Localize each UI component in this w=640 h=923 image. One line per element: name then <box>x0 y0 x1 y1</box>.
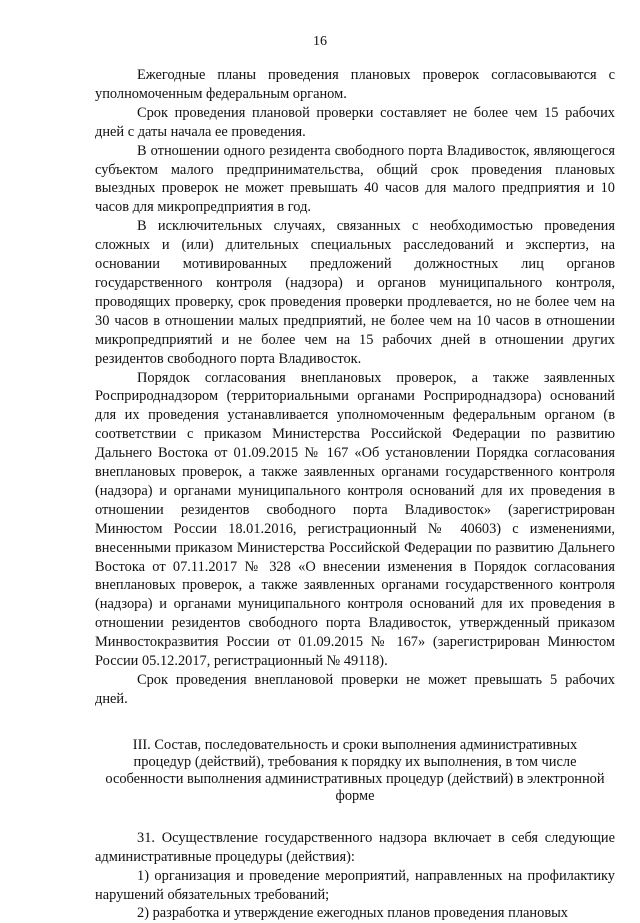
document-body <box>95 66 615 923</box>
paragraph-planned-inspection-term: Срок проведения плановой проверки составляет не более чем 15 рабочих дней с даты начала ее проведения. <box>95 104 615 140</box>
clause-31-item-1: 1) организация и проведение мероприятий, направленных на профилактику нарушений обязательных требований; <box>95 867 615 903</box>
page-number: 16 <box>313 34 327 49</box>
paragraph-unplanned-inspection-term: Срок проведения внеплановой проверки не может превышать 5 рабочих дней. <box>95 672 615 707</box>
paragraph-plans-approval: Ежегодные планы проведения плановых проверок согласовываются с уполномоченным федеральным органом. <box>95 67 615 102</box>
paragraph-unplanned-approval-order: Порядок согласования внеплановых проверок, а также заявленных Росприроднадзором (территориальными органами Росприроднадзора) оснований для их проведения устанавливается уполномоченным федеральным органом (в соответствии с приказом Министерства Российской Федерации по развитию Дальнего Востока от 01.09.2015 № 167 «Об установлении Порядка согласования внеплановых проверок, а также заявленных органами государственного контроля (надзора) и органами муниципального контроля оснований для их проведения в отношении резидентов свободного порта Владивосток» (зарегистрирован Минюстом России 18.01.2016, регистрационный № 40603) с изменениями, внесенными приказом Министерства Российской Федерации по развитию Дальнего Востока от 07.11.2017 № 328 «О внесении изменения в Порядок согласования внеплановых проверок, а также заявленных органами государственного контроля (надзора) и органами муниципального контроля оснований для их проведения в отношении резидентов свободного порта Владивосток, утвержденный приказом Минвостокразвития России от 01.09.2015 № 167» (зарегистрирован Минюстом России 05.12.2017, регистрационный № 49118). <box>95 369 615 670</box>
clause-31-item-2: 2) разработка и утверждение ежегодных планов проведения плановых <box>137 905 568 922</box>
paragraph-small-business-limit: В отношении одного резидента свободного порта Владивосток, являющегося субъектом малого предпринимательства, общий срок проведения плановых выездных проверок не может превышать 40 часов для малого предприятия и 10 часов для микропредприятия в год. <box>95 142 615 216</box>
paragraph-exceptional-cases: В исключительных случаях, связанных с необходимостью проведения сложных и (или) длительных специальных расследований и экспертиз, на основании мотивированных предложений должностных лиц органов государственного контроля (надзора) и органов муниципального контроля, проводящих проверку, срок проведения проверки продлевается, но не более чем на 30 часов в отношении малых предприятий, не более чем на 10 часов в отношении микропредприятий и не более чем на 15 рабочих дней в отношении других резидентов свободного порта Владивосток. <box>95 218 615 367</box>
section-title: III. Состав, последовательность и сроки выполнения административных процедур (действий), требования к порядку их выполнения, в том числе особенности выполнения административных процедур (действий) в электронной форме <box>105 736 605 804</box>
clause-31-intro: 31. Осуществление государственного надзора включает в себя следующие административные процедуры (действия): <box>95 829 615 865</box>
